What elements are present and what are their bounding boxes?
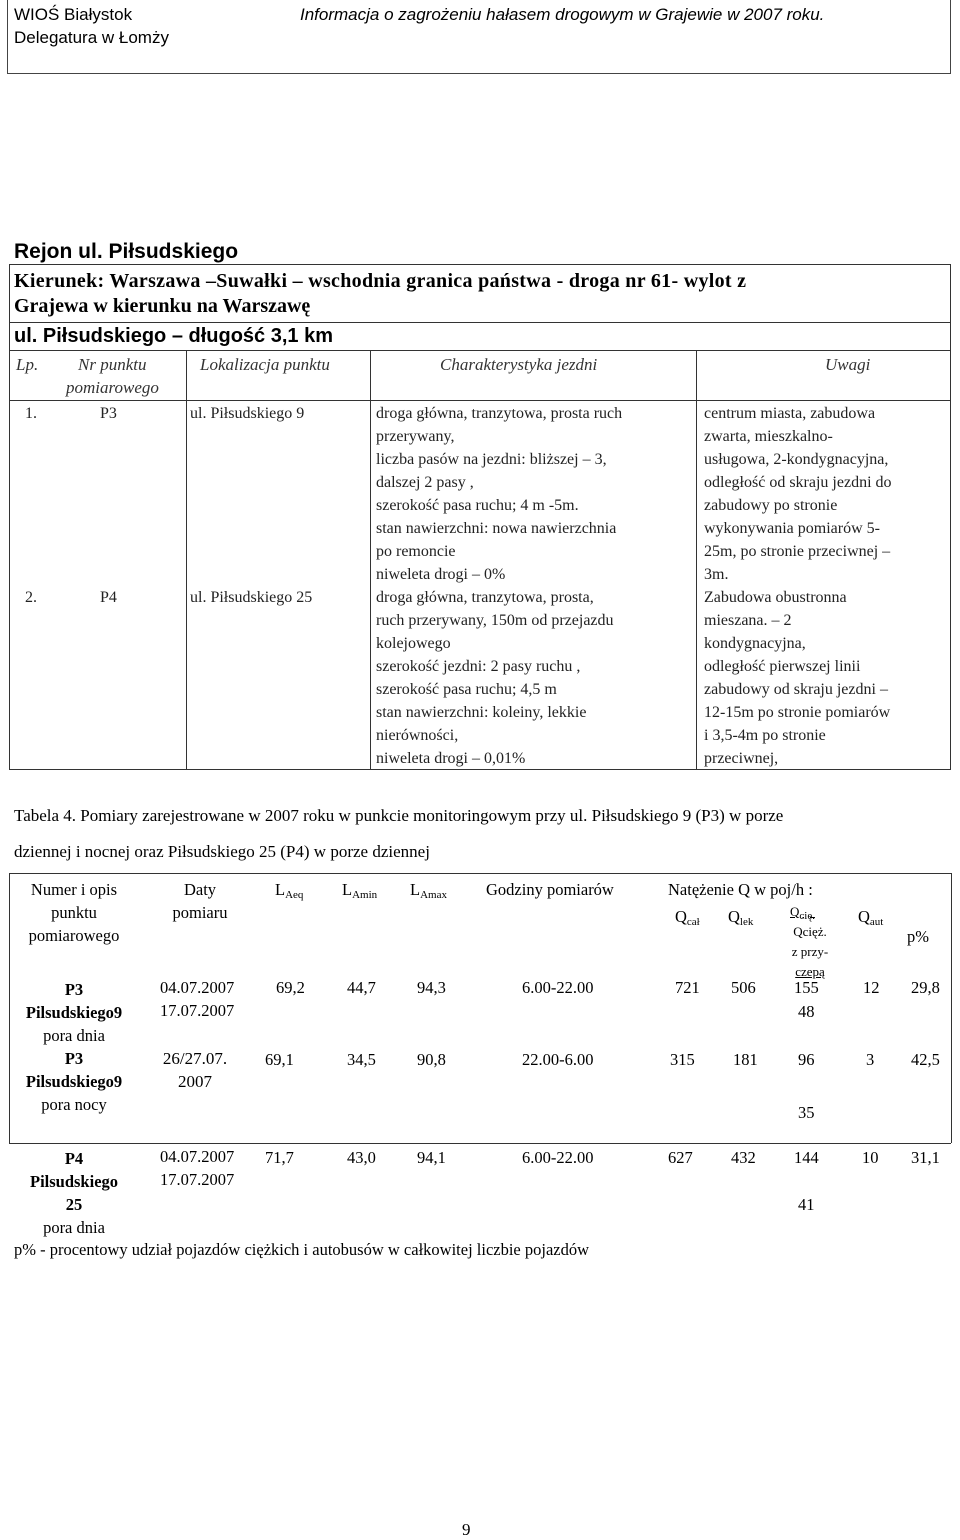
row-pct: 42,5 [911,1050,940,1069]
row-point: P3 [100,405,117,422]
row-qcal: 721 [675,978,700,997]
direction-line: Grajewa w kierunku na Warszawę [14,295,311,317]
header-qcie: $Q_{cię.}$ [790,904,815,922]
header-point: Numer i opis punktu pomiarowego [28,880,120,945]
row-qlek: 432 [731,1148,756,1167]
divider [9,873,951,874]
divider [9,400,951,401]
row-laeq: 71,7 [265,1148,294,1167]
header-point-no: pomiarowego [66,378,159,397]
row-qcie: 96 [798,1050,815,1069]
divider [9,350,951,351]
table-caption: Tabela 4. Pomiary zarejestrowane w 2007 roku w punkcie monitoringowym przy ul. Piłsudskiego 9 (P3) w porze [14,806,784,825]
row-qaut: 10 [862,1148,879,1167]
divider [186,350,187,770]
header-laeq: $L_{Aeq}$ [275,880,304,901]
row-qaut: 3 [866,1050,875,1069]
row-lamin: 43,0 [347,1148,376,1167]
row-qaut: 12 [863,978,880,997]
header-intensity: Natężenie Q w poj/h : [668,880,813,899]
divider [696,350,697,770]
report-title: Informacja o zagrożeniu hałasem drogowym w Grajewie w 2007 roku. [300,5,825,24]
row-point: P3 Pilsudskiego9 pora dnia [25,980,123,1045]
row-point: P4 Pilsudskiego 25 pora dnia [29,1149,119,1237]
header-qciez: Qcięż. z przy- czepą [791,924,829,979]
row-lamax: 94,1 [417,1148,446,1167]
divider [9,873,10,1143]
org-branch: Delegatura w Łomży [14,28,169,47]
row-qciez: 48 [798,1002,815,1021]
org-name: WIOŚ Białystok [14,5,133,24]
header-location: Lokalizacja punktu [200,355,330,374]
row-qciez: 35 [798,1103,815,1122]
row-lamin: 34,5 [347,1050,376,1069]
divider [370,350,371,770]
divider [951,873,952,1143]
row-location: ul. Piłsudskiego 25 [190,589,313,606]
row-notes: centrum miasta, zabudowa zwarta, mieszkalno- usługowa, 2-kondygnacyjna, odległość od skraju jezdni do zabudowy po stronie wykonywania pomiarów 5- 25m, po stronie przeciwnej – 3m. [704,405,892,583]
header-qlek: $Q_{lek}$ [728,907,754,928]
row-lamax: 94,3 [417,978,446,997]
row-characteristics: droga główna, tranzytowa, prosta ruch przerywany, liczba pasów na jezdni: bliższej – 3, dalszej 2 pasy , szerokość pasa ruchu; 4 m -5m. stan nawierzchni: nowa nawierzchnia po remoncie niweleta drogi – 0% [376,405,623,583]
header-qaut: $Q_{aut}$ [858,907,884,928]
row-lp: 1. [25,405,37,422]
row-characteristics: droga główna, tranzytowa, prosta, ruch przerywany, 150m od przejazdu kolejowego szerokość jezdni: 2 pasy ruchu , szerokość pasa ruchu; 4,5 m stan nawierzchni: koleiny, lekkie nierówności, niweleta drogi – 0,01% [376,589,614,767]
header-hours: Godziny pomiarów [486,880,614,899]
row-qlek: 181 [733,1050,758,1069]
row-lamin: 44,7 [347,978,376,997]
header-characteristics: Charakterystyka jezdni [440,355,598,374]
row-lp: 2. [25,589,37,606]
direction-line: Kierunek: Warszawa –Suwałki – wschodnia granica państwa - droga nr 61- wylot z [14,270,747,292]
row-dates: 04.07.2007 17.07.2007 [160,1147,235,1189]
row-laeq: 69,1 [265,1050,294,1069]
row-qciez: 41 [798,1195,815,1214]
table-caption: dziennej i nocnej oraz Piłsudskiego 25 (P4) w porze dziennej [14,842,430,861]
header-qcal: $Q_{cał}$ [675,907,700,928]
row-pct: 31,1 [911,1148,940,1167]
row-qcal: 627 [668,1148,693,1167]
header-pct: p% [907,927,929,946]
header-notes: Uwagi [825,355,871,374]
page-number: 9 [462,1520,471,1539]
row-point: P3 Pilsudskiego9 pora nocy [25,1049,123,1114]
row-point: P4 [100,589,117,606]
row-pct: 29,8 [911,978,940,997]
header-dates: Daty pomiaru [172,880,228,922]
row-dates: 26/27.07. 2007 [162,1049,228,1091]
footnote: p% - procentowy udział pojazdów ciężkich i autobusów w całkowitej liczbie pojazdów [14,1240,590,1259]
row-hours: 6.00-22.00 [522,1148,594,1167]
row-qcal: 315 [670,1050,695,1069]
row-qlek: 506 [731,978,756,997]
divider [9,322,951,323]
road-length: ul. Piłsudskiego – długość 3,1 km [14,325,333,347]
header-lp: Lp. [16,355,39,374]
row-qcie: 144 [794,1148,819,1167]
divider [9,1143,951,1144]
header-point-no: Nr punktu [78,355,147,374]
section-title: Rejon ul. Piłsudskiego [14,240,239,263]
row-notes: Zabudowa obustronna mieszana. – 2 kondygnacyjna, odległość pierwszej linii zabudowy od skraju jezdni – 12-15m po stronie pomiarów i 3,5-4m po stronie przeciwnej, [704,589,891,767]
header-lamax: $L_{Amax}$ [410,880,447,901]
row-laeq: 69,2 [276,978,305,997]
row-hours: 6.00-22.00 [522,978,594,997]
row-dates: 04.07.2007 17.07.2007 [160,978,235,1020]
row-qcie: 155 [794,978,819,997]
header-lamin: $L_{Amin}$ [342,880,378,901]
row-location: ul. Piłsudskiego 9 [190,405,305,422]
row-hours: 22.00-6.00 [522,1050,594,1069]
row-lamax: 90,8 [417,1050,446,1069]
